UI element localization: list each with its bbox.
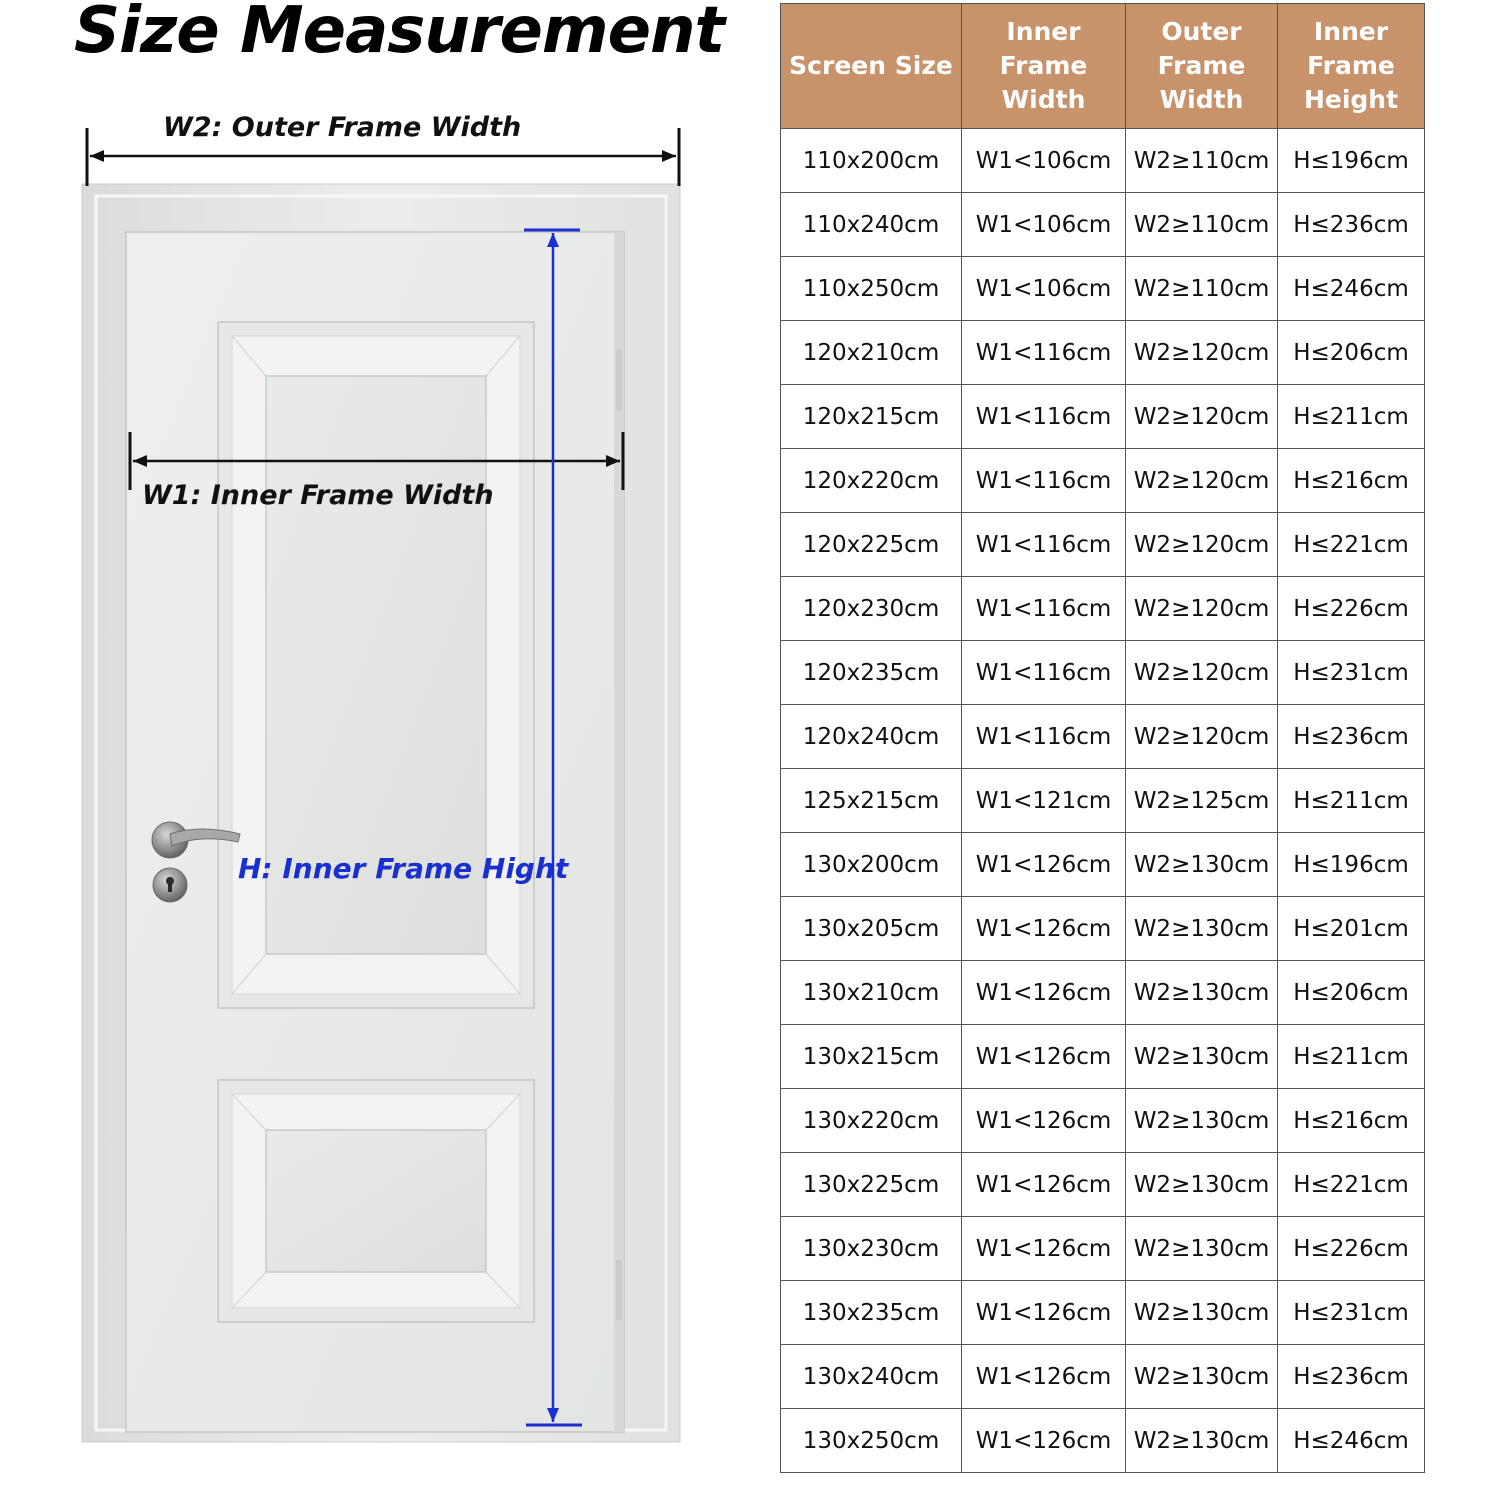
table-row (781, 641, 1425, 705)
inner-height-cell: H≤201cm (1278, 897, 1425, 961)
table-row (781, 129, 1425, 193)
inner-width-label: W1: Inner Frame Width (142, 480, 494, 511)
outer-width-cell: W2≥120cm (1126, 385, 1278, 449)
inner-width-cell: W1<106cm (962, 193, 1126, 257)
outer-width-cell: W2≥120cm (1126, 577, 1278, 641)
inner-width-cell: W1<106cm (962, 129, 1126, 193)
screen-size-cell: 130x210cm (781, 961, 962, 1025)
table-row (781, 769, 1425, 833)
inner-height-cell: H≤216cm (1278, 1089, 1425, 1153)
outer-width-cell: W2≥110cm (1126, 129, 1278, 193)
inner-width-cell: W1<116cm (962, 449, 1126, 513)
table-row (781, 321, 1425, 385)
inner-height-cell: H≤231cm (1278, 641, 1425, 705)
table-row (781, 513, 1425, 577)
inner-height-cell: H≤196cm (1278, 833, 1425, 897)
screen-size-cell: 120x210cm (781, 321, 962, 385)
header-line: Frame (999, 51, 1088, 80)
screen-size-cell: 130x220cm (781, 1089, 962, 1153)
header-line: Height (1303, 85, 1399, 114)
lower-panel (218, 1080, 534, 1322)
inner-height-cell: H≤236cm (1278, 1345, 1425, 1409)
header-line: Inner (1006, 17, 1081, 46)
upper-panel (218, 322, 534, 1008)
outer-width-cell: W2≥130cm (1126, 1409, 1278, 1473)
table-row (781, 1153, 1425, 1217)
page-title: Size Measurement (74, 0, 725, 68)
outer-width-cell: W2≥110cm (1126, 193, 1278, 257)
inner-height-label: H: Inner Frame Hight (238, 852, 569, 885)
table-row (781, 193, 1425, 257)
inner-height-cell: H≤211cm (1278, 1025, 1425, 1089)
inner-width-cell: W1<126cm (962, 1281, 1126, 1345)
table-row (781, 961, 1425, 1025)
outer-width-cell: W2≥130cm (1126, 833, 1278, 897)
screen-size-cell: 120x220cm (781, 449, 962, 513)
table-row (781, 577, 1425, 641)
outer-width-cell: W2≥130cm (1126, 1281, 1278, 1345)
screen-size-cell: 130x215cm (781, 1025, 962, 1089)
screen-size-cell: 130x225cm (781, 1153, 962, 1217)
table-row (781, 1281, 1425, 1345)
table-row (781, 1217, 1425, 1281)
inner-height-cell: H≤236cm (1278, 705, 1425, 769)
inner-height-cell: H≤226cm (1278, 1217, 1425, 1281)
inner-height-cell: H≤211cm (1278, 385, 1425, 449)
inner-height-cell: H≤231cm (1278, 1281, 1425, 1345)
outer-width-cell: W2≥120cm (1126, 641, 1278, 705)
inner-width-cell: W1<126cm (962, 1153, 1126, 1217)
screen-size-cell: 120x215cm (781, 385, 962, 449)
table-row (781, 1025, 1425, 1089)
inner-width-cell: W1<126cm (962, 1217, 1126, 1281)
outer-width-cell: W2≥120cm (1126, 321, 1278, 385)
screen-size-cell: 130x205cm (781, 897, 962, 961)
table-row (781, 1089, 1425, 1153)
inner-height-cell: H≤211cm (1278, 769, 1425, 833)
inner-height-cell: H≤246cm (1278, 257, 1425, 321)
screen-size-cell: 125x215cm (781, 769, 962, 833)
outer-width-cell: W2≥125cm (1126, 769, 1278, 833)
screen-size-cell: 120x225cm (781, 513, 962, 577)
screen-size-cell: 130x250cm (781, 1409, 962, 1473)
header-inner-frame-height (1278, 4, 1425, 129)
inner-width-cell: W1<116cm (962, 385, 1126, 449)
inner-height-cell: H≤196cm (1278, 129, 1425, 193)
outer-width-cell: W2≥120cm (1126, 705, 1278, 769)
inner-width-cell: W1<116cm (962, 705, 1126, 769)
inner-width-cell: W1<116cm (962, 577, 1126, 641)
table-row (781, 449, 1425, 513)
inner-width-cell: W1<126cm (962, 1345, 1126, 1409)
table-row (781, 705, 1425, 769)
inner-width-cell: W1<126cm (962, 1409, 1126, 1473)
table-row (781, 385, 1425, 449)
table-row (781, 1409, 1425, 1473)
inner-width-cell: W1<126cm (962, 833, 1126, 897)
inner-width-cell: W1<116cm (962, 513, 1126, 577)
inner-width-cell: W1<126cm (962, 1025, 1126, 1089)
header-inner-frame-width (962, 4, 1126, 129)
inner-width-cell: W1<106cm (962, 257, 1126, 321)
inner-width-cell: W1<116cm (962, 641, 1126, 705)
inner-height-cell: H≤221cm (1278, 1153, 1425, 1217)
screen-size-cell: 130x240cm (781, 1345, 962, 1409)
outer-width-cell: W2≥120cm (1126, 449, 1278, 513)
size-table (780, 3, 1425, 1473)
screen-size-cell: 120x235cm (781, 641, 962, 705)
outer-width-label: W2: Outer Frame Width (163, 112, 522, 143)
header-line: Inner (1313, 17, 1389, 46)
inner-height-cell: H≤206cm (1278, 961, 1425, 1025)
inner-height-cell: H≤226cm (1278, 577, 1425, 641)
header-line: Width (1159, 85, 1244, 114)
header-outer-frame-width (1126, 4, 1278, 129)
inner-height-cell: H≤246cm (1278, 1409, 1425, 1473)
outer-width-cell: W2≥130cm (1126, 1217, 1278, 1281)
inner-width-cell: W1<116cm (962, 321, 1126, 385)
header-line: Frame (1157, 51, 1246, 80)
outer-width-cell: W2≥120cm (1126, 513, 1278, 577)
inner-width-cell: W1<126cm (962, 897, 1126, 961)
outer-width-cell: W2≥130cm (1126, 897, 1278, 961)
table-row (781, 833, 1425, 897)
header-screen-size (781, 4, 962, 129)
header-line: Outer (1161, 17, 1242, 46)
screen-size-cell: 130x235cm (781, 1281, 962, 1345)
inner-height-cell: H≤221cm (1278, 513, 1425, 577)
inner-height-cell: H≤206cm (1278, 321, 1425, 385)
screen-size-cell: 110x240cm (781, 193, 962, 257)
outer-width-cell: W2≥110cm (1126, 257, 1278, 321)
header-line: Width (1001, 85, 1086, 114)
screen-size-cell: 110x200cm (781, 129, 962, 193)
header-line: Frame (1307, 51, 1395, 80)
screen-size-cell: 130x200cm (781, 833, 962, 897)
table-body (781, 129, 1425, 1473)
table-row (781, 257, 1425, 321)
outer-width-cell: W2≥130cm (1126, 1345, 1278, 1409)
screen-size-cell: 120x240cm (781, 705, 962, 769)
outer-width-cell: W2≥130cm (1126, 1089, 1278, 1153)
keyhole-icon (153, 868, 187, 902)
outer-width-cell: W2≥130cm (1126, 961, 1278, 1025)
screen-size-cell: 130x230cm (781, 1217, 962, 1281)
screen-size-cell: 120x230cm (781, 577, 962, 641)
outer-width-cell: W2≥130cm (1126, 1153, 1278, 1217)
table-row (781, 897, 1425, 961)
inner-width-cell: W1<126cm (962, 1089, 1126, 1153)
outer-width-cell: W2≥130cm (1126, 1025, 1278, 1089)
inner-width-cell: W1<121cm (962, 769, 1126, 833)
table-header-row (781, 4, 1425, 129)
inner-width-cell: W1<126cm (962, 961, 1126, 1025)
inner-height-cell: H≤216cm (1278, 449, 1425, 513)
table-row (781, 1345, 1425, 1409)
screen-size-cell: 110x250cm (781, 257, 962, 321)
inner-height-cell: H≤236cm (1278, 193, 1425, 257)
header-line: Screen Size (789, 51, 953, 80)
